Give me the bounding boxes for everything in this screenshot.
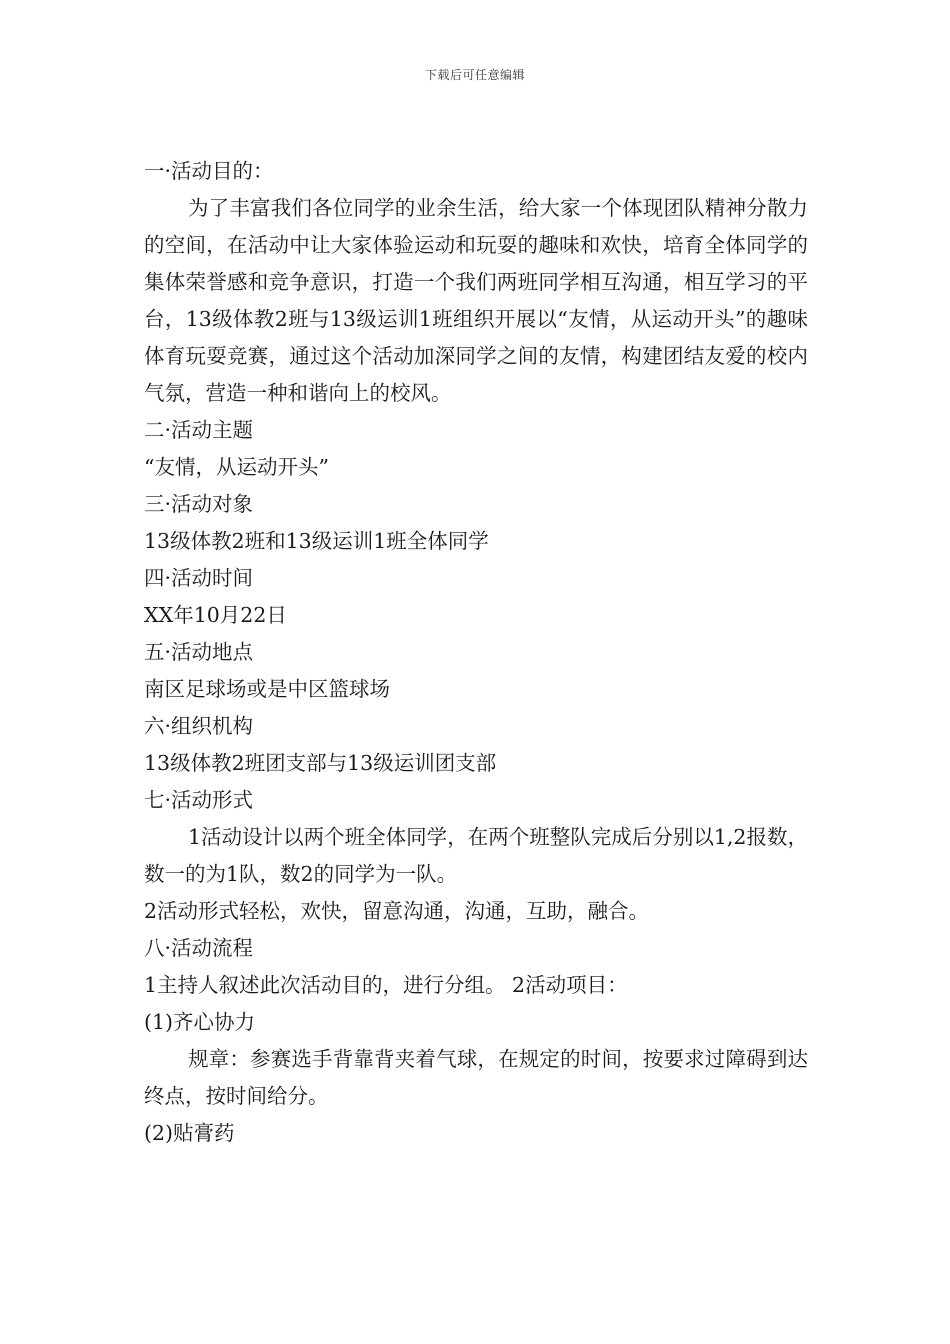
section-8-item-1: 1主持人叙述此次活动目的，进行分组。 2活动项目： bbox=[144, 973, 628, 997]
section-1-paragraph: 为了丰富我们各位同学的业余生活，给大家一个体现团队精神分散力的空间，在活动中让大家体验运动和玩耍的趣味和欢快，培育全体同学的集体荣誉感和竞争意识，打造一个我们两班同学相互沟通，相互学习的平台，13级体教2班与13级运训1班组织开展以“友情，从运动开头”的趣味体育玩耍竞赛，通过这个活动加深同学之间的友情，构建团结友爱的校内气氛，营造一种和谐向上的校风。 bbox=[144, 196, 808, 405]
section-1-title: 一·活动目的： bbox=[144, 159, 274, 183]
section-8-sub-2-title: (2)贴膏药 bbox=[144, 1121, 235, 1145]
section-3-title: 三·活动对象 bbox=[144, 492, 254, 516]
header-note: 下载后可任意编辑 bbox=[424, 68, 525, 82]
section-5-title: 五·活动地点 bbox=[144, 640, 254, 664]
section-6-text: 13级体教2班团支部与13级运训团支部 bbox=[144, 751, 497, 775]
section-7-item-1: 1活动设计以两个班全体同学，在两个班整队完成后分别以1,2报数，数一的为1队，数2的同学为一队。 bbox=[144, 825, 808, 886]
section-8-sub-1-rule: 规章：参赛选手背靠背夹着气球，在规定的时间，按要求过障碍到达终点，按时间给分。 bbox=[144, 1047, 808, 1108]
section-3-text: 13级体教2班和13级运训1班全体同学 bbox=[144, 529, 489, 553]
document-body bbox=[144, 153, 808, 1152]
section-8-title: 八·活动流程 bbox=[144, 936, 254, 960]
section-8-sub-1-title: (1)齐心协力 bbox=[144, 1010, 256, 1034]
section-6-title: 六·组织机构 bbox=[144, 714, 254, 738]
section-5-text: 南区足球场或是中区篮球场 bbox=[144, 677, 390, 701]
section-2-text: “友情，从运动开头” bbox=[144, 455, 329, 479]
section-4-title: 四·活动时间 bbox=[144, 566, 254, 590]
section-7-item-2: 2活动形式轻松，欢快，留意沟通，沟通，互助，融合。 bbox=[144, 899, 650, 923]
section-4-text: XX年10月22日 bbox=[144, 603, 287, 627]
section-7-title: 七·活动形式 bbox=[144, 788, 254, 812]
section-2-title: 二·活动主题 bbox=[144, 418, 254, 442]
